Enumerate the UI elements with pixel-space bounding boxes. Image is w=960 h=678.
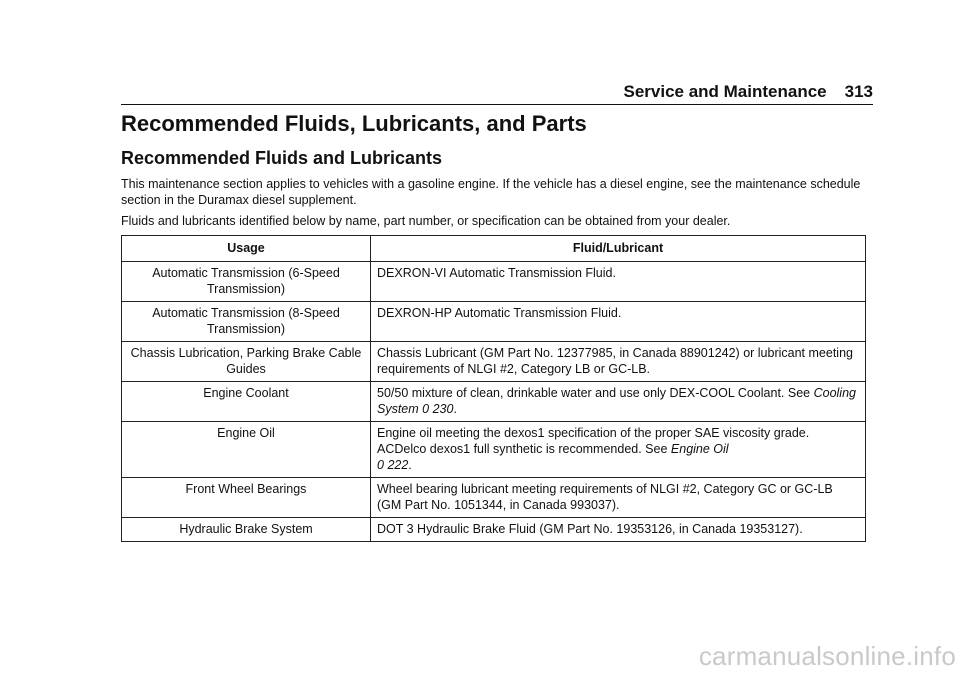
usage-cell: Hydraulic Brake System <box>122 518 371 542</box>
table-row <box>122 342 866 382</box>
page-ref-icon: 0 <box>377 458 384 472</box>
fluid-cell: DEXRON-VI Automatic Transmission Fluid. <box>371 262 866 302</box>
table-row <box>122 518 866 542</box>
usage-cell: Automatic Transmission (6-Speed Transmission) <box>122 262 371 302</box>
usage-cell: Chassis Lubrication, Parking Brake Cable Guides <box>122 342 371 382</box>
watermark: carmanualsonline.info <box>698 641 956 671</box>
section-title: Recommended Fluids and Lubricants <box>121 148 443 168</box>
fluid-cell: DOT 3 Hydraulic Brake Fluid (GM Part No. 19353126, in Canada 19353127). <box>371 518 866 542</box>
page-ref-number[interactable]: 222 <box>387 458 409 472</box>
usage-cell: Engine Oil <box>122 422 371 478</box>
dealer-paragraph: Fluids and lubricants identified below by name, part number, or specification can be obtained from your dealer. <box>121 214 731 228</box>
fluid-text: Engine oil meeting the dexos1 specification of the proper SAE viscosity grade. ACDelco dexos1 full synthetic is recommended. See <box>377 426 810 456</box>
header-section-title: Service and Maintenance <box>623 82 827 101</box>
page-ref-number[interactable]: 230 <box>432 402 454 416</box>
table-row <box>122 478 866 518</box>
usage-cell: Engine Coolant <box>122 382 371 422</box>
fluid-text: 50/50 mixture of clean, drinkable water and use only DEX-COOL Coolant. See <box>377 386 811 400</box>
page-ref-icon: 0 <box>422 402 430 416</box>
table-row <box>122 382 866 422</box>
page-number: 313 <box>844 82 873 101</box>
usage-cell: Automatic Transmission (8-Speed Transmission) <box>122 302 371 342</box>
table-row <box>122 422 866 478</box>
cross-reference-link[interactable]: Cooling System <box>377 386 856 416</box>
fluid-cell <box>371 422 866 478</box>
table-row <box>122 302 866 342</box>
header-rule <box>121 104 873 105</box>
cross-reference-link[interactable]: Engine Oil <box>670 442 729 456</box>
fluid-cell: Wheel bearing lubricant meeting requirements of NLGI #2, Category GC or GC-LB (GM Part No. 1051344, in Canada 993037). <box>371 478 866 518</box>
fluid-cell: DEXRON-HP Automatic Transmission Fluid. <box>371 302 866 342</box>
page-title: Recommended Fluids, Lubricants, and Parts <box>121 111 587 136</box>
fluid-cell: Chassis Lubricant (GM Part No. 12377985, in Canada 88901242) or lubricant meeting requirements of NLGI #2, Category LB or GC-LB. <box>371 342 866 382</box>
usage-column-header: Usage <box>122 236 371 262</box>
ref-end: . <box>408 458 412 472</box>
fluid-cell <box>371 382 866 422</box>
table-row <box>122 262 866 302</box>
ref-end: . <box>453 402 457 416</box>
intro-paragraph: This maintenance section applies to vehicles with a gasoline engine. If the vehicle has a diesel engine, see the maintenance schedule section in the Duramax diesel supplement. <box>121 177 861 207</box>
usage-cell: Front Wheel Bearings <box>122 478 371 518</box>
table-header-row <box>122 236 866 262</box>
running-header <box>121 82 873 102</box>
fluids-table <box>121 235 866 542</box>
fluid-column-header: Fluid/Lubricant <box>371 236 866 262</box>
